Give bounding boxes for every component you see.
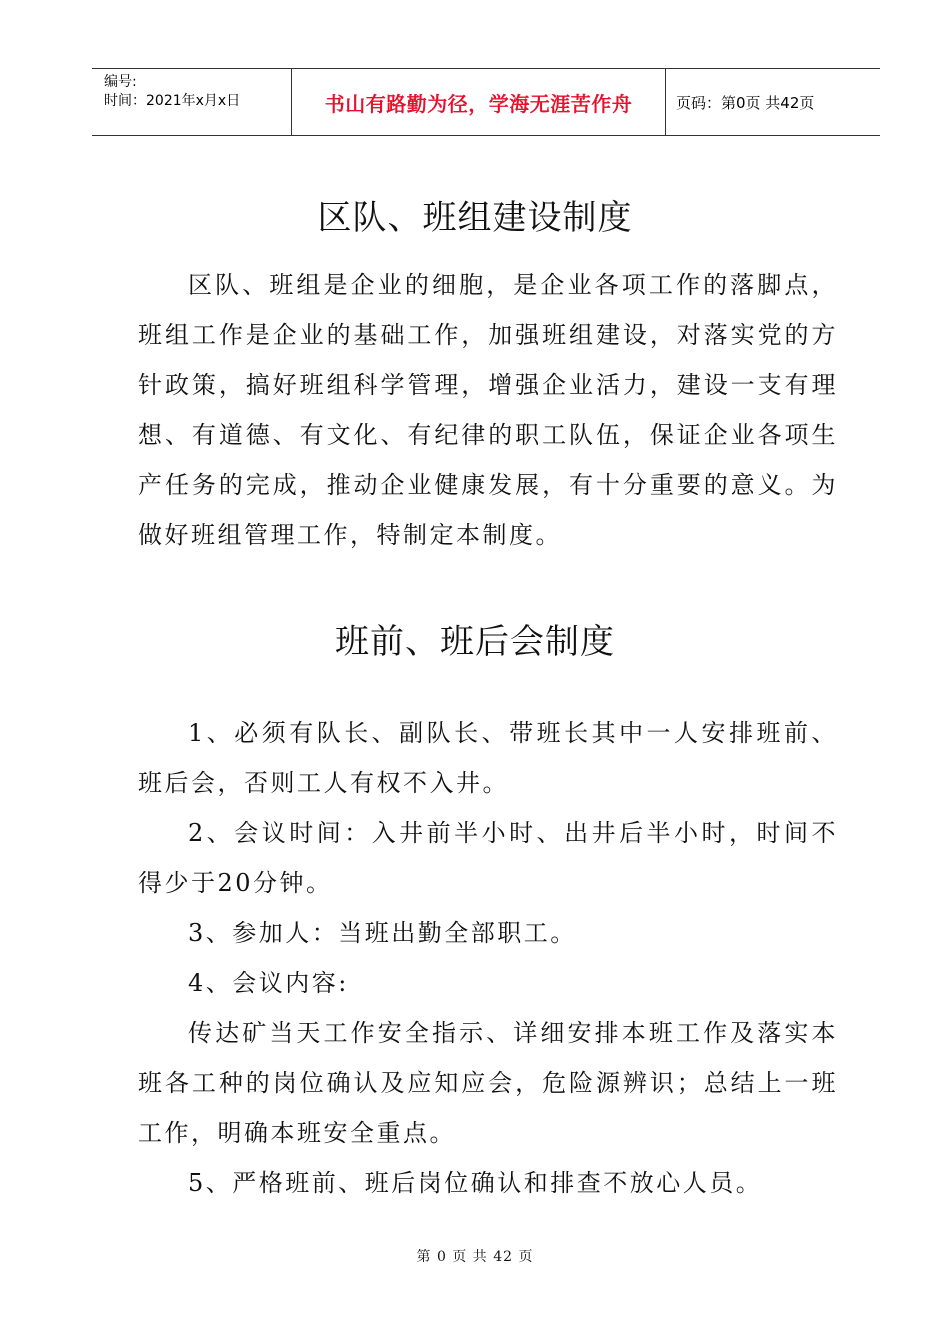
header-page-info: 页码：第0页 共42页	[676, 93, 815, 112]
section-title-shift-meeting: 班前、班后会制度	[335, 622, 615, 662]
page-header	[92, 68, 880, 136]
list-item: 4、会议内容:	[188, 969, 349, 997]
header-meta	[92, 69, 292, 135]
header-motto: 书山有路勤为径，学海无涯苦作舟	[292, 69, 666, 135]
list-item: 5、严格班前、班后岗位确认和排查不放心人员。	[188, 1169, 763, 1197]
intro-paragraph: 区队、班组是企业的细胞，是企业各项工作的落脚点，班组工作是企业的基础工作，加强班组建设，对落实党的方针政策，搞好班组科学管理，增强企业活力，建设一支有理想、有道德、有文化、有纪律的职工队伍，保证企业各项生产任务的完成，推动企业健康发展，有十分重要的意义。为做好班组管理工作，特制定本制度。	[138, 271, 838, 549]
document-number-label: 编号:	[104, 74, 137, 90]
list-item: 2、会议时间：入井前半小时、出井后半小时，时间不得少于20分钟。	[138, 819, 838, 897]
section-title-team-building: 区队、班组建设制度	[317, 198, 633, 238]
list-item: 1、必须有队长、副队长、带班长其中一人安排班前、班后会，否则工人有权不入井。	[138, 719, 838, 797]
list-item: 3、参加人：当班出勤全部职工。	[188, 919, 577, 947]
list-item-detail: 传达矿当天工作安全指示、详细安排本班工作及落实本班各工种的岗位确认及应知应会，危险源辨识；总结上一班工作，明确本班安全重点。	[138, 1019, 838, 1147]
page-footer: 第 0 页 共 42 页	[416, 1249, 534, 1265]
document-time-label: 时间：2021年x月x日	[104, 93, 241, 109]
